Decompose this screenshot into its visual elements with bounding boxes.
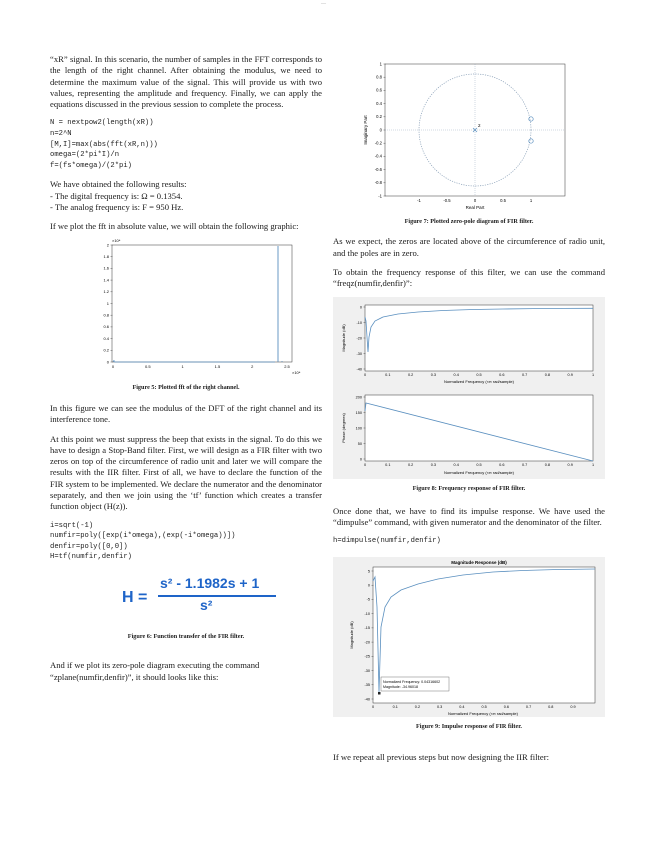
y-tick-label: 0 bbox=[359, 457, 362, 462]
x-tick-label: 1 bbox=[591, 373, 595, 378]
code-line: h=dimpulse(numfir,denfir) bbox=[333, 537, 441, 546]
paragraph-stopband: At this point we must suppress the beep that exists in the signal. To do this we have to design a Stop-Band filter. First, we will design as a FIR filter with two zeros on top of the circumference of radio unit and later we will compare the results with the IIR filter. First of all, we have to declare the function of the FIR system to be implemented. We declare the numerator and the denominator separately, and then we join using the ‘tf’ function which creates a transfer function object (H(z)). bbox=[50, 433, 322, 512]
y-tick-label: 0.4 bbox=[103, 335, 109, 341]
y-tick-label: -35 bbox=[364, 683, 370, 688]
code-block-fir bbox=[50, 521, 322, 563]
x-tick-label: 0.6 bbox=[499, 463, 505, 468]
y-tick-label: -20 bbox=[356, 336, 362, 341]
x-tick-label: 0.5 bbox=[476, 463, 482, 468]
x-tick-label: 2.5 bbox=[284, 363, 290, 369]
zplane-plot bbox=[333, 54, 605, 212]
figure-impulse bbox=[333, 557, 605, 717]
impulse-plot bbox=[333, 557, 605, 717]
x-tick-label: 0 bbox=[363, 373, 367, 378]
y-tick-label: 0.2 bbox=[103, 347, 109, 353]
x-tick-label: 0.6 bbox=[499, 373, 505, 378]
y-tick-label: -40 bbox=[364, 697, 370, 702]
y-tick-label: 1.4 bbox=[103, 277, 109, 283]
figure-zplane bbox=[333, 54, 605, 212]
freqz-mag-ylabel: Magnitude (dB) bbox=[341, 324, 346, 353]
y-tick-label: -0.4 bbox=[374, 153, 382, 159]
x-tick-label: 0.1 bbox=[392, 704, 398, 709]
freqz-plot bbox=[333, 297, 605, 479]
code-line: H=tf(numfir,denfir) bbox=[50, 553, 132, 562]
fig9-caption: Figure 9: Impulse response of FIR filter. bbox=[416, 722, 522, 730]
x-tick-label: 0.2 bbox=[414, 704, 421, 709]
y-tick-label: 0 bbox=[379, 127, 382, 133]
fft-plot bbox=[50, 233, 322, 383]
fft-y-ticks bbox=[103, 242, 112, 364]
result-analog-frequency: - The analog frequency is: F = 950 Hz. bbox=[50, 202, 184, 213]
x-tick-label: 0.8 bbox=[544, 373, 551, 378]
fft-x-ticks bbox=[112, 364, 291, 369]
x-tick-label: 0 bbox=[111, 363, 115, 369]
y-tick-label: -0.2 bbox=[374, 140, 382, 146]
y-tick-label: 1.6 bbox=[103, 265, 109, 271]
zplane-y-ticks bbox=[375, 61, 386, 198]
code-line: i=sqrt(-1) bbox=[50, 521, 94, 530]
zplane-ylabel: Imaginary Part bbox=[363, 115, 368, 145]
x-tick-label: 0.2 bbox=[407, 373, 414, 378]
fig7-caption: Figure 7: Plotted zero-pole diagram of FIR filter. bbox=[404, 218, 534, 225]
zplane-x-ticks bbox=[417, 198, 533, 203]
x-tick-label: 1 bbox=[529, 198, 533, 203]
paragraph-fft-samples: “xR” signal. In this scenario, the number of samples in the FFT corresponds to the length of the right channel. After obtaining the modulus, we need to determine the maximum value of the signal. This will provide us with two values, representing the amplitude and frequency. Finally, we can apply the equations discussed in the previous session to complete the process. bbox=[50, 54, 322, 110]
code-line: n=2^N bbox=[50, 130, 72, 139]
x-tick-label: 0.1 bbox=[385, 463, 391, 468]
y-tick-label: 1 bbox=[379, 61, 382, 67]
x-tick-label: 0.4 bbox=[453, 463, 459, 468]
fft-axes-box bbox=[112, 245, 292, 362]
page-number: — bbox=[321, 2, 326, 7]
y-tick-label: 0.6 bbox=[103, 323, 109, 329]
freqz-mag-xlabel: Normalized Frequency (×π rad/sample) bbox=[443, 379, 515, 385]
x-tick-label: 1 bbox=[181, 363, 184, 369]
x-tick-label: -1 bbox=[417, 198, 421, 203]
y-tick-label: 0 bbox=[367, 583, 370, 588]
x-tick-label: 0 bbox=[363, 463, 367, 468]
y-tick-label: -30 bbox=[364, 668, 370, 673]
y-tick-label: 0 bbox=[359, 305, 362, 310]
impulse-datatip-marker bbox=[378, 692, 381, 695]
x-tick-label: -0.5 bbox=[443, 198, 451, 203]
impulse-xlabel: Normalized Frequency (×π rad/sample) bbox=[447, 710, 519, 716]
x-tick-label: 0.5 bbox=[145, 363, 151, 369]
y-tick-label: -5 bbox=[366, 597, 370, 602]
freqz-phase-ylabel: Phase (degrees) bbox=[341, 413, 346, 444]
formula-transfer-function bbox=[50, 575, 322, 617]
x-tick-label: 0.9 bbox=[570, 704, 576, 709]
y-tick-label: -1 bbox=[378, 193, 382, 199]
paragraph-iir: If we repeat all previous steps but now designing the IIR filter: bbox=[333, 752, 549, 763]
y-tick-label: 5 bbox=[367, 569, 370, 574]
x-tick-label: 0 bbox=[473, 198, 477, 203]
y-tick-label: 0.6 bbox=[376, 87, 382, 93]
fig6-caption: Figure 6: Function transfer of the FIR filter. bbox=[127, 632, 245, 640]
right-column bbox=[333, 54, 605, 764]
y-tick-label: 100 bbox=[355, 426, 362, 431]
y-tick-label: -10 bbox=[364, 611, 370, 616]
pole-multiplicity: 2 bbox=[478, 123, 481, 128]
x-tick-label: 0.5 bbox=[500, 198, 506, 203]
x-tick-label: 1.5 bbox=[214, 363, 221, 369]
y-tick-label: 1.2 bbox=[103, 288, 109, 294]
figure-freqz bbox=[333, 297, 605, 479]
y-tick-label: 0 bbox=[106, 358, 109, 364]
x-tick-label: 0.9 bbox=[567, 373, 573, 378]
x-tick-label: 1 bbox=[591, 463, 595, 468]
impulse-title: Magnitude Response (dB) bbox=[451, 559, 507, 565]
y-tick-label: -10 bbox=[356, 321, 362, 326]
paragraph-fft-intro: If we plot the fft in absolute value, we will obtain the following graphic: bbox=[50, 221, 299, 232]
y-tick-label: -0.6 bbox=[374, 166, 382, 172]
results-list bbox=[50, 179, 322, 213]
fig5-caption: Figure 5: Plotted fft of the right channel. bbox=[132, 383, 240, 391]
formula-fraction-bar bbox=[158, 595, 276, 597]
x-tick-label: 2 bbox=[251, 363, 254, 369]
y-tick-label: -20 bbox=[364, 640, 370, 645]
code-block-impulse bbox=[333, 536, 605, 547]
y-tick-label: -15 bbox=[364, 626, 370, 631]
x-tick-label: 0.8 bbox=[548, 704, 554, 709]
y-tick-label: -0.8 bbox=[374, 180, 382, 186]
y-tick-label: 2 bbox=[106, 241, 109, 247]
paragraph-zplane: And if we plot its zero-pole diagram executing the command “zplane(numfir,denfir)”, it should looks like this: bbox=[50, 660, 260, 682]
x-tick-label: 0.7 bbox=[521, 373, 528, 378]
freqz-mag-axes bbox=[365, 305, 593, 371]
x-tick-label: 0.4 bbox=[453, 373, 459, 378]
x-tick-label: 0.3 bbox=[437, 704, 443, 709]
result-digital-frequency: - The digital frequency is: Ω = 0.1354. bbox=[50, 190, 183, 201]
fft-x-exp-label: ×10⁴ bbox=[292, 369, 301, 375]
freqz-phase-axes bbox=[365, 395, 593, 461]
x-tick-label: 0.9 bbox=[567, 463, 573, 468]
impulse-ylabel: Magnitude (dB) bbox=[349, 621, 354, 649]
y-tick-label: 200 bbox=[355, 395, 362, 400]
y-tick-label: 1.8 bbox=[103, 253, 109, 259]
figure-fft bbox=[50, 233, 322, 388]
x-tick-label: 0.2 bbox=[407, 463, 414, 468]
code-line: denfir=poly([0,0]) bbox=[50, 542, 128, 551]
paragraph-freqz: To obtain the frequency response of this filter, we can use the command “freqz(numfir,denfir)”: bbox=[333, 266, 605, 289]
paragraph-impulse: Once done that, we have to find its impulse response. We have used the “dimpulse” command, with given numerator and the denominator of the filter. bbox=[333, 505, 605, 528]
code-line: f=(fs*omega)/(2*pi) bbox=[50, 161, 132, 170]
paragraph-modulus: In this figure we can see the modulus of the DFT of the right channel and its interference tone. bbox=[50, 402, 322, 425]
code-line: numfir=poly([exp(i*omega),(exp(-i*omega))]) bbox=[50, 532, 236, 541]
x-tick-label: 0.3 bbox=[430, 373, 437, 378]
x-tick-label: 0.5 bbox=[481, 704, 487, 709]
x-tick-label: 0.8 bbox=[544, 463, 551, 468]
y-tick-label: 0.2 bbox=[376, 114, 382, 120]
formula-numerator: s² - 1.1982s + 1 bbox=[160, 574, 260, 591]
x-tick-label: 0.7 bbox=[525, 704, 532, 709]
paragraph-expect: As we expect, the zeros are located above of the circumference of radio unit, and the poles are in zero. bbox=[333, 236, 605, 258]
formula-h-label: H = bbox=[122, 588, 148, 606]
left-column bbox=[50, 54, 322, 683]
x-tick-label: 0.1 bbox=[385, 373, 391, 378]
x-tick-label: 0.6 bbox=[503, 704, 509, 709]
x-tick-label: 0.5 bbox=[476, 373, 482, 378]
code-line: [M,I]=max(abs(fft(xR,n))) bbox=[50, 140, 158, 149]
fft-exp-label: ×10⁴ bbox=[112, 237, 121, 243]
fig8-caption: Figure 8: Frequency response of FIR filter. bbox=[412, 485, 526, 493]
y-tick-label: 50 bbox=[357, 442, 362, 447]
results-intro: We have obtained the following results: bbox=[50, 179, 187, 190]
formula-denominator: s² bbox=[200, 596, 213, 613]
y-tick-label: 150 bbox=[355, 411, 362, 416]
y-tick-label: -30 bbox=[356, 352, 362, 357]
code-block-frequency bbox=[50, 118, 322, 171]
y-tick-label: 1 bbox=[106, 300, 109, 306]
freqz-phase-xlabel: Normalized Frequency (×π rad/sample) bbox=[443, 470, 515, 476]
y-tick-label: 0.4 bbox=[376, 100, 382, 106]
y-tick-label: 0.8 bbox=[103, 312, 109, 318]
x-tick-label: 0.7 bbox=[521, 463, 528, 468]
y-tick-label: -40 bbox=[356, 367, 362, 372]
x-tick-label: 0.4 bbox=[459, 704, 465, 709]
x-tick-label: 0.3 bbox=[430, 463, 437, 468]
y-tick-label: -25 bbox=[364, 654, 370, 659]
impulse-tip-line1: Normalized Frequency: 0.04316602 bbox=[383, 679, 441, 684]
y-tick-label: 0.8 bbox=[376, 74, 382, 80]
zplane-xlabel: Real Part bbox=[465, 205, 485, 210]
x-tick-label: 0 bbox=[371, 704, 375, 709]
code-line: N = nextpow2(length(xR)) bbox=[50, 119, 154, 128]
code-line: omega=(2*pi*I)/n bbox=[50, 151, 120, 160]
impulse-tip-line2: Magnitude: -34.96018 bbox=[383, 684, 418, 689]
